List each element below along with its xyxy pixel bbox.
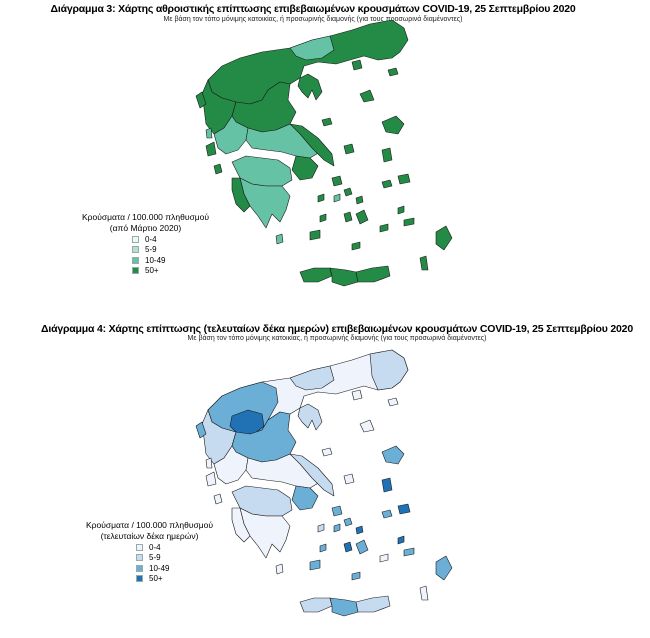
legend-item: [132, 234, 209, 245]
legend-label: 0-4: [149, 542, 161, 552]
legend-swatch: [136, 575, 143, 582]
region-chios: [382, 148, 392, 162]
region-milos: [310, 560, 320, 570]
map-title: Διάγραμμα 3: Χάρτης αθροιστικής επίπτωσης επιβεβαιωμένων κρουσμάτων COVID-19, 25 Σεπτεμβρίου 2020: [50, 3, 576, 15]
greece-choropleth-map: [0, 318, 650, 638]
legend-label: 10-49: [145, 255, 166, 265]
region-naxos: [356, 540, 368, 554]
region-thasos: [352, 390, 362, 400]
legend-swatch: [132, 257, 139, 264]
legend-label: 50+: [145, 266, 159, 276]
legend-item: [136, 553, 213, 564]
legend-swatch: [136, 565, 143, 572]
region-lesvos: [382, 446, 404, 464]
region-kefalonia: [206, 472, 216, 486]
region-skiathos: [322, 448, 332, 456]
region-samothraki: [388, 68, 398, 76]
region-tinos: [344, 518, 352, 526]
region-zakynthos: [214, 494, 222, 504]
region-chalkidiki: [298, 404, 322, 430]
region-syros: [334, 194, 340, 202]
region-kos: [404, 548, 414, 556]
region-karpathos: [420, 256, 428, 270]
legend-label: 10-49: [149, 563, 170, 573]
region-crete-east: [356, 596, 390, 612]
region-crete-central: [330, 598, 358, 616]
region-kalymnos: [398, 536, 404, 544]
legend-title-line1: Κρούσματα / 100.000 πληθυσμού: [82, 212, 209, 222]
map-subtitle: Με βάση τον τόπο μόνιμης κατοικίας, ή προσωρινής διαμονής (για τους προσωρινά διαμένοντες): [163, 16, 463, 23]
region-serifos: [320, 544, 326, 552]
region-rhodes: [436, 226, 452, 250]
map-legend: [86, 520, 213, 584]
region-thasos: [352, 60, 362, 70]
region-santorini: [352, 242, 360, 250]
region-tinos: [344, 188, 352, 196]
region-syros: [334, 524, 340, 532]
legend-title-line2: (από Μάρτιο 2020): [109, 223, 182, 233]
region-crete-west: [300, 598, 332, 612]
region-chios: [382, 478, 392, 492]
legend-swatch: [132, 267, 139, 274]
region-samos: [398, 504, 410, 514]
region-ikaria: [382, 510, 392, 518]
legend-swatch: [132, 236, 139, 243]
region-zakynthos: [214, 164, 222, 174]
legend-label: 0-4: [145, 234, 157, 244]
legend-swatch: [136, 544, 143, 551]
legend-label: 5-9: [149, 553, 161, 563]
map-panel-ten-days: [0, 318, 650, 638]
map-title: Διάγραμμα 4: Χάρτης επίπτωσης (τελευταίων δέκα ημερών) επιβεβαιωμένων κρουσμάτων COVID-19, 25 Σεπτεμβρίου 2020: [41, 323, 633, 335]
map-panel-cumulative: [0, 0, 650, 318]
region-karpathos: [420, 586, 428, 600]
region-paros: [344, 542, 352, 552]
region-attica: [292, 486, 318, 510]
region-milos: [310, 230, 320, 240]
legend-title-line2: (τελευταίων δέκα ημερών): [100, 531, 199, 541]
region-lesvos: [382, 116, 404, 134]
region-skiathos: [322, 118, 332, 126]
legend-title-line1: Κρούσματα / 100.000 πληθυσμού: [86, 520, 213, 530]
legend-swatch: [132, 246, 139, 253]
region-santorini: [352, 572, 360, 580]
legend-item: [136, 574, 213, 585]
region-paros: [344, 212, 352, 222]
legend-label: 50+: [149, 574, 163, 584]
map-legend: [82, 212, 209, 276]
legend-label: 5-9: [145, 245, 157, 255]
region-lemnos: [360, 90, 374, 102]
region-kalymnos: [398, 206, 404, 214]
region-crete-central: [330, 268, 358, 286]
region-kythira: [276, 564, 283, 574]
region-kea: [318, 194, 324, 202]
region-lefkada: [206, 128, 212, 138]
region-andros: [332, 506, 342, 516]
region-attica: [292, 156, 318, 180]
region-lemnos: [360, 420, 374, 432]
region-astypalaia: [380, 224, 388, 232]
legend-swatch: [136, 554, 143, 561]
legend-item: [136, 542, 213, 553]
region-thrace-east: [370, 350, 408, 390]
region-mykonos: [356, 526, 363, 534]
region-astypalaia: [380, 554, 388, 562]
region-skyros: [344, 144, 354, 154]
legend-item: [132, 266, 209, 277]
region-crete-west: [300, 268, 332, 282]
region-lefkada: [206, 458, 212, 468]
region-ikaria: [382, 180, 392, 188]
region-serifos: [320, 214, 326, 222]
legend-item: [132, 255, 209, 266]
region-skyros: [344, 474, 354, 484]
region-andros: [332, 176, 342, 186]
region-crete-east: [356, 266, 390, 282]
legend-item: [136, 563, 213, 574]
region-chalkidiki: [298, 74, 322, 100]
region-samos: [398, 174, 410, 184]
region-kos: [404, 218, 414, 226]
region-naxos: [356, 210, 368, 224]
region-kythira: [276, 234, 283, 244]
region-samothraki: [388, 398, 398, 406]
region-mykonos: [356, 196, 363, 204]
region-kefalonia: [206, 142, 216, 156]
region-kea: [318, 524, 324, 532]
map-subtitle: Με βάση τον τόπο μόνιμης κατοικίας, ή προσωρινής διαμονής (για τους προσωρινά διαμένοντες): [187, 335, 487, 342]
legend-item: [132, 245, 209, 256]
region-rhodes: [436, 556, 452, 580]
